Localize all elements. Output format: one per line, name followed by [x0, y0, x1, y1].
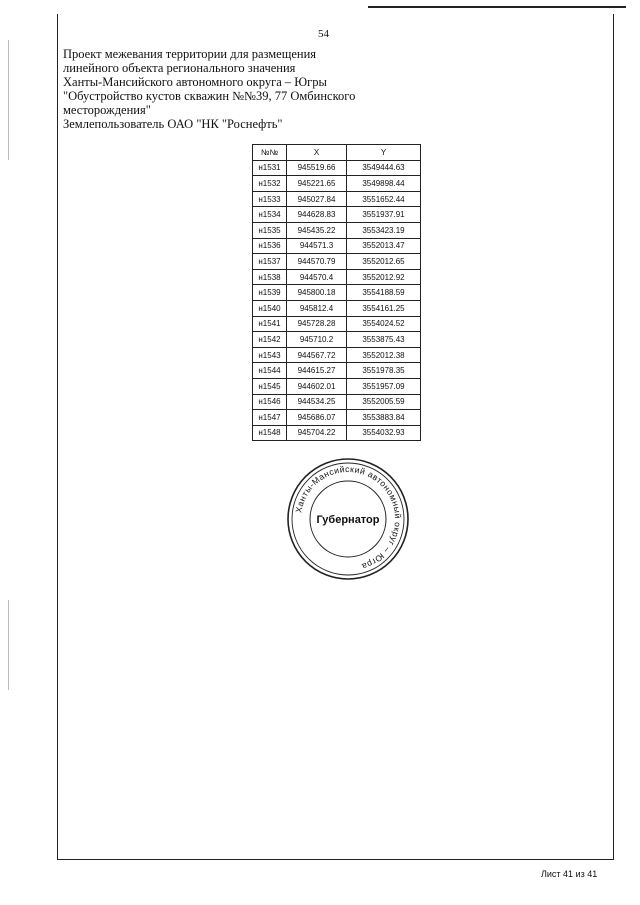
y-cell: 3554188.59 — [347, 285, 421, 301]
y-cell: 3552012.38 — [347, 347, 421, 363]
x-cell: 945027.84 — [287, 191, 347, 207]
table-row — [253, 285, 421, 301]
y-cell: 3552013.47 — [347, 238, 421, 254]
x-cell: 945800.18 — [287, 285, 347, 301]
x-cell: 945728.28 — [287, 316, 347, 332]
heading-line: Землепользователь ОАО "НК "Роснефть" — [63, 117, 283, 131]
table-row — [253, 378, 421, 394]
scan-edge-mark — [8, 40, 9, 160]
page-number: 54 — [318, 28, 329, 40]
top-rule — [368, 6, 626, 8]
heading-line: "Обустройство кустов скважин №№39, 77 Омбинского — [63, 89, 356, 103]
table-row — [253, 238, 421, 254]
seal-center-text: Губернатор — [316, 514, 380, 526]
point-id-cell: н1534 — [253, 207, 287, 223]
y-cell: 3554161.25 — [347, 300, 421, 316]
point-id-cell: н1536 — [253, 238, 287, 254]
x-cell: 944571.3 — [287, 238, 347, 254]
x-cell: 944567.72 — [287, 347, 347, 363]
y-cell: 3551957.09 — [347, 378, 421, 394]
x-cell: 945686.07 — [287, 410, 347, 426]
x-cell: 945710.2 — [287, 332, 347, 348]
table-row — [253, 316, 421, 332]
scan-edge-mark — [8, 600, 9, 690]
y-cell: 3554024.52 — [347, 316, 421, 332]
point-id-cell: н1539 — [253, 285, 287, 301]
point-id-cell: н1547 — [253, 410, 287, 426]
table-header-row — [253, 145, 421, 161]
table-row — [253, 425, 421, 441]
y-cell: 3553875.43 — [347, 332, 421, 348]
point-id-cell: н1531 — [253, 160, 287, 176]
point-id-cell: н1540 — [253, 300, 287, 316]
table-row — [253, 410, 421, 426]
x-cell: 944534.25 — [287, 394, 347, 410]
y-cell: 3549898.44 — [347, 176, 421, 192]
heading-line: линейного объекта регионального значения — [63, 61, 296, 75]
y-cell: 3554032.93 — [347, 425, 421, 441]
table-row — [253, 176, 421, 192]
x-cell: 944602.01 — [287, 378, 347, 394]
y-cell: 3552005.59 — [347, 394, 421, 410]
point-id-cell: н1533 — [253, 191, 287, 207]
document-heading — [63, 47, 363, 131]
heading-line: месторождения" — [63, 103, 151, 117]
seal-ring-text: Ханты-Мансийский автономный округ – Югра — [293, 463, 404, 572]
y-cell: 3551978.35 — [347, 363, 421, 379]
point-id-cell: н1532 — [253, 176, 287, 192]
point-id-cell: н1538 — [253, 269, 287, 285]
table-row — [253, 394, 421, 410]
table-row — [253, 363, 421, 379]
y-cell: 3552012.92 — [347, 269, 421, 285]
point-id-cell: н1545 — [253, 378, 287, 394]
table-row — [253, 269, 421, 285]
point-id-cell: н1543 — [253, 347, 287, 363]
y-cell: 3553883.84 — [347, 410, 421, 426]
x-cell: 945704.22 — [287, 425, 347, 441]
x-cell: 944570.79 — [287, 254, 347, 270]
point-id-cell: н1537 — [253, 254, 287, 270]
y-cell: 3552012.65 — [347, 254, 421, 270]
table-row — [253, 347, 421, 363]
x-cell: 945812.4 — [287, 300, 347, 316]
x-cell: 944628.83 — [287, 207, 347, 223]
table-row — [253, 254, 421, 270]
y-cell: 3551652.44 — [347, 191, 421, 207]
heading-line: Проект межевания территории для размещения — [63, 47, 317, 61]
table-row — [253, 191, 421, 207]
x-cell: 945435.22 — [287, 222, 347, 238]
table-body — [253, 160, 421, 441]
point-id-cell: н1548 — [253, 425, 287, 441]
header-x: X — [287, 145, 347, 161]
y-cell: 3553423.19 — [347, 222, 421, 238]
table-row — [253, 160, 421, 176]
y-cell: 3549444.63 — [347, 160, 421, 176]
sheet-counter: Лист 41 из 41 — [541, 869, 598, 879]
point-id-cell: н1546 — [253, 394, 287, 410]
table-row — [253, 207, 421, 223]
y-cell: 3551937.91 — [347, 207, 421, 223]
coordinates-table — [252, 144, 421, 441]
x-cell: 944570.4 — [287, 269, 347, 285]
x-cell: 945221.65 — [287, 176, 347, 192]
point-id-cell: н1542 — [253, 332, 287, 348]
governor-seal — [285, 456, 411, 582]
header-y: Y — [347, 145, 421, 161]
point-id-cell: н1535 — [253, 222, 287, 238]
table-row — [253, 300, 421, 316]
header-number: №№ — [253, 145, 287, 161]
heading-line: Ханты-Мансийского автономного округа – Югры — [63, 75, 327, 89]
point-id-cell: н1544 — [253, 363, 287, 379]
table-row — [253, 332, 421, 348]
x-cell: 944615.27 — [287, 363, 347, 379]
x-cell: 945519.66 — [287, 160, 347, 176]
point-id-cell: н1541 — [253, 316, 287, 332]
table-row — [253, 222, 421, 238]
